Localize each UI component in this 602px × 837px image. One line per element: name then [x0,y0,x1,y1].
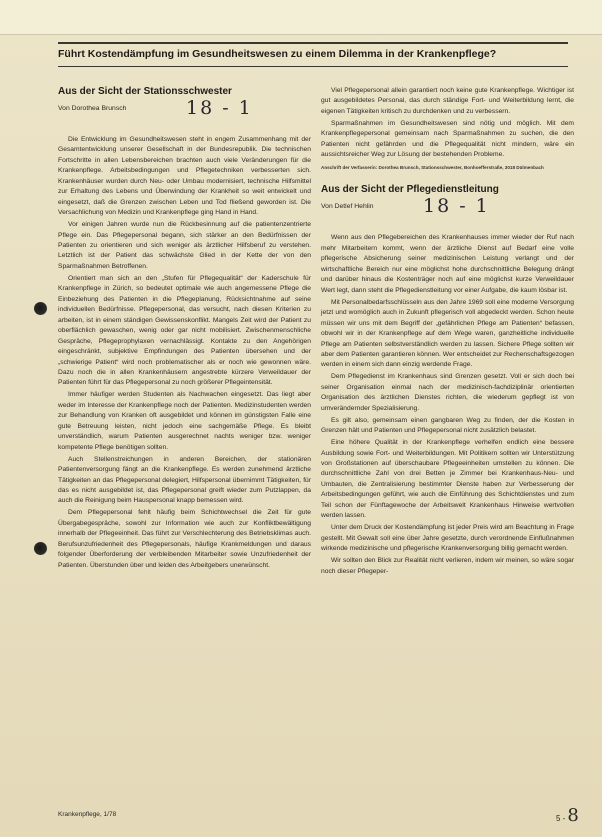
left-author: Von Dorothea Brunsch [58,105,127,112]
author-address-note: Anschrift der Verfasserin: Dorothea Brunsch, Stationsschwester, Bonhoefferstraße, 3018 Dülmenbach [321,164,544,170]
body-paragraph: Viel Pflegepersonal allein garantiert noch keine gute Krankenpflege. Wichtiger ist gut ausgebildetes Personal, das durch ständige Fort- und Weiterbildung lernt, die eigenen Tätigkeiten kritisch zu durchdenken und zu verbessern. [321,87,574,115]
left-body [58,135,311,571]
page-number [556,805,579,826]
body-paragraph: Unter dem Druck der Kostendämpfung ist jeder Preis wird am Beachtung in Frage gestellt. Mit Gewalt soll eine über Jahre gesetzte, durch verordnende Einflußnahmen wirkende medizinische und pflegerische Krankenversorgung billig gemacht werden. [321,524,574,553]
right-byline [321,195,574,225]
body-paragraph: Orientiert man sich an den „Stufen für Pflegequalität“ der Kaderschule für Krankenpflege in Zürich, so bedeutet optimale wie auch angemessene Pflege die Einbeziehung des Patienten in die Pflegeplanung, Rücksichtnahme auf seine individuellen Bedürfnisse. Pflegepersonal, das versucht, nach diesen Kriterien zu arbeiten, ist in einem ständigen Gewissenskonflikt. Mangels Zeit wird der Patient zu oberflächlich gewaschen, wenig oder gar nicht mobilisiert. Zwischenmenschliche Gespräche, Pflegeprophylaxen vernachlässigt. Kontakte zu den Angehörigen eingeschränkt, subjektive Empfindungen des Patienten übersehen und der „schwierige Patient“ wird noch problematischer als er noch wie gewonnen wäre. Dazu noch die in allen Krankenhäusern angestrebte kürzere Verweildauer der Patienten führt für das Pflegepersonal zu noch größerer Pflegeintensität. [58,274,311,387]
body-paragraph: Dem Pflegedienst im Krankenhaus sind Grenzen gesetzt. Voll er sich doch bei seiner Organisation einmal nach der medizinisch-fachdiziplinär orientierten Organisation des ärztlichen Dienstes richten, die wiederum gepflegt ist von umverändernder Spezialisierung. [321,373,574,412]
headline-rule [58,66,568,67]
handwritten-mark: 18 - 1 [186,97,253,119]
right-body [321,233,574,577]
body-paragraph: Es gilt also, gemeinsam einen gangbaren Weg zu finden, der die Kosten in Grenzen hält und Patienten und Pflegepersonal nicht zusätzlich belastet. [321,416,574,435]
tape-strip [0,0,602,35]
body-paragraph: Immer häufiger werden Studenten als Nachwachen eingesetzt. Das liegt aber weder im Interesse der Krankenpflege noch der Patienten. Medizinstudenten werden zur Behandlung von Kranken oft ausgebildet und können im günstigsten Falle eine gute Betreuung leisten, nicht jedoch eine sachgemäße Pflege. Es bleibt unverständlich, warum Patienten ausgerechnet nachts weniger bzw. weniger kompetente Pflege benötigen sollten. [58,391,311,451]
left-column [58,86,311,573]
punch-hole [34,542,47,555]
right-author: Von Detlef Hehlin [321,203,374,211]
right-intro-body [321,86,574,161]
body-paragraph: Sparmaßnahmen im Gesundheitswesen sind nötig und möglich. Mit dem Krankenpflegepersonal gemeinsam nach Sparmaßnahmen zu suchen, die den Patienten nicht gefährden und die Pflegequalität nicht mindern, wäre ein aussichtsreicher Weg zur Lösung der bestehenden Probleme. [321,119,574,159]
body-paragraph: Wenn aus den Pflegebereichen des Krankenhauses immer wieder der Ruf nach mehr Mitarbeitern kommt, wenn der ärztliche Dienst auf Bedarf eine volle pflegerische Absicherung seiner medizinischen Leistung verlangt und der wirtschaftliche Bereich nur eine möglichst hohe durchschnittliche Belegung drängt und darüber hinaus die Kostenträger noch auf eine möglichst kurze Verweildauer Wert legt, dann steht die Pflegedienstleitung vor einer Aufgabe, die kaum lösbar ist. [321,234,574,294]
punch-hole [34,302,47,315]
right-column [321,86,574,578]
left-byline [58,97,311,127]
body-paragraph: Mit Personalbedarfsschlüsseln aus den Jahre 1969 soll eine moderne Versorgung jetzt und womöglich auch in Zukunft pflegerisch voll abgedeckt werden. Schon heute müssen wir uns mit dem Begriff der „gefährlichen Pflege am Patienten“ befassen, obwohl wir in der Krankenpflege auf dem Wege waren, ganzheitliche individuelle Pflege am Patienten selbstverständlich werden zu lassen. Sichere Pflege sollten wir aber dem Patienten garantieren können. Wer entscheidet zur Rechenschaftsgezogen werden in einem sich dann einzig werdende Frage. [321,298,574,369]
left-section-title: Aus der Sicht der Stationsschwester [58,86,232,97]
right-section-title: Aus der Sicht der Pflegedienstleitung [321,184,499,196]
body-paragraph: Eine höhere Qualität in der Krankenpflege verhelfen endlich eine bessere Ausbildung sowie Fort- und Weiterbildungen. Mit Politikern sollten wir Unterstützung von Großstationen auf überschaubare Pflegeeinheiten umstellen zu können. Die durchschnittliche Zahl von drei Betten je Zimmer bei Krankenhaus-Neu- und Umbauten, die Zentralisierung bestimmter Dienste haben zur Verbesserung der Arbeitsbedingungen geführt, wie auch die Einführung des Schichtdienstes und zum Teil schon der Fünftagewoche der Arbeitswelt Krankenhaus Hinweise wertvollen werden lassen. [321,439,574,520]
body-paragraph: Auch Stellenstreichungen in anderen Bereichen, der stationären Patientenversorgung fängt an die Krankenpflege. Es werden zunehmend ärztliche Tätigkeiten an das Pflegepersonal delegiert, Hilfspersonal übernimmt Tätigkeiten, für das es nicht ausgebildet ist, das Pflegepersonal greift wieder zum Putzlappen, da auch die Reinigung beim Hauspersonal knapp bemessen wird. [58,455,311,505]
page-number-handwritten: 8 [567,805,579,826]
page-number-prefix: 5 - [556,814,566,823]
journal-footer: Krankenpflege, 1/78 [58,811,117,818]
body-paragraph: Dem Pflegepersonal fehlt häufig beim Schichtwechsel die Zeit für gute Übergabegespräche, sowohl zur Information wie auch zur Konfliktbewältigung innerhalb der Pflegeeinheit. Das führt zur Verschlechterung des Betriebsklimas auch. Berufsunzufriedenheit des Pflegepersonals, häufige Krankmeldungen und daraus folgender Überforderung der verbleibenden Mitarbeiter sowie Unzufriedenheit der Patienten. Überstunden über und leiden des Arbeitgebers unerwünscht. [58,509,311,569]
top-rule [58,42,568,44]
body-paragraph: Vor einigen Jahren wurde nun die Rückbesinnung auf die patientenzentrierte Pflege ein. Das Pflegepersonal begann, sich stärker an den Bedürfnissen der Patienten zu orientieren und sich weniger als ärztlicher Hilfsberuf zu verstehen. Letztlich ist der Patient das schwächste Glied in der Kette der von den Sparmaßnahmen Betroffenen. [58,221,311,270]
body-paragraph: Die Entwicklung im Gesundheitswesen steht in engem Zusammenhang mit der Gesamtentwicklung unserer Gesellschaft in der Bundesrepublik. Die technischen Fortschritte in allen Lebensbereichen brachten auch viele Veränderungen für die Krankenpflege. Arbeitsbedingungen und Pflegetechniken verbesserten sich. Krankenhäuser wurden durch Neu- oder Umbau modernisiert, technische Hilfsmittel zur Erhaltung des Lebens und Überwindung der Krankheit so weit entwickelt und eingesetzt, daß die Grenzen zwischen Leben und Tod fließend geworden ist. Die Versachlichung von Medizin und Krankenpflege ging Hand in Hand. [58,136,311,217]
body-paragraph: Wir sollten den Blick zur Realität nicht verlieren, indem wir meinen, so wäre sogar noch dieser Pflegeper- [321,557,574,575]
headline: Führt Kostendämpfung im Gesundheitswesen zu einem Dilemma in der Krankenpflege? [58,48,497,60]
handwritten-mark: 18 - 1 [423,195,490,218]
